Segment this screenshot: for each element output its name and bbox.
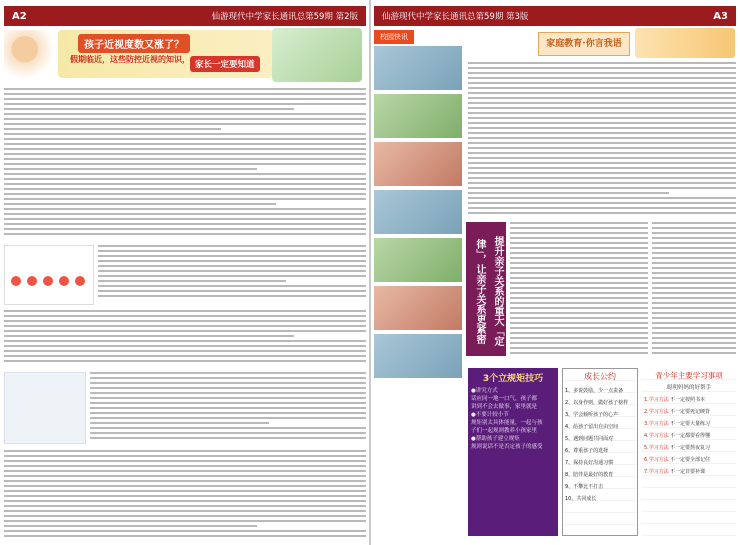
grid-row (644, 430, 734, 442)
grid-key: 3.学习方法 (644, 421, 669, 427)
note-line: 3、学会倾听孩子的心声 (565, 412, 619, 418)
note-line: 2、以身作则，做好孩子榜样 (565, 400, 629, 406)
note-line: 7、保持良好沟通习惯 (565, 460, 614, 466)
note-line: 6、尊重孩子的选择 (565, 448, 609, 454)
banner-subtitle: 假期临近，这些防控近视的知识， (70, 55, 190, 64)
page-header (374, 6, 736, 26)
grid-value: 不一定要大量练习 (670, 421, 711, 427)
vertical-headline: 提升亲子关系的重大「定律」，让亲子关系更紧密 (466, 222, 506, 356)
banner-title: 孩子近视度数又涨了？ (78, 34, 190, 53)
grid-subtitle: 聪明妈妈的好帮手 (666, 385, 711, 391)
note-line: 1、多说鼓励，少一点责备 (565, 388, 624, 394)
study-tips-panel (642, 368, 736, 536)
pie-mark (11, 276, 21, 286)
article-text-bottom (90, 372, 366, 442)
grid-row (644, 418, 734, 430)
family-article-text (468, 62, 736, 217)
grid-value: 不一定非要补课 (670, 469, 706, 475)
grid-key: 4.学习方法 (644, 433, 669, 439)
tips-title: 3个立规矩技巧 (482, 374, 544, 384)
grid-value: 不一定要死记硬背 (670, 409, 711, 415)
grid-key: 6.学习方法 (644, 457, 669, 463)
tips-line: 话应同一地一口气，孩子都 (471, 396, 538, 402)
eye-check-illustration (4, 372, 86, 444)
news-photo (374, 238, 462, 282)
decorative-illustration (272, 28, 362, 82)
relationship-article-text-side (652, 222, 736, 357)
tips-line: ●不要计较小节 (471, 412, 509, 418)
tips-panel (468, 368, 558, 536)
news-photo (374, 190, 462, 234)
pie-mark (43, 276, 53, 286)
pie-mark (59, 276, 69, 286)
photo-column (374, 46, 464, 382)
note-line: 5、遇到问题共同面对 (565, 436, 614, 442)
note-line: 9、不攀比不打击 (565, 484, 604, 490)
grid-value: 不一定按照书本 (670, 397, 706, 403)
grid-row (644, 466, 734, 478)
grid-key: 1.学习方法 (644, 397, 669, 403)
statistics-figure (4, 245, 94, 305)
note-line: 8、陪伴是最好的教育 (565, 472, 614, 478)
page-a3 (370, 0, 740, 545)
relationship-article-text (510, 222, 648, 357)
campus-news-badge: 校园快讯 (374, 30, 414, 44)
grid-key: 7.学习方法 (644, 469, 669, 475)
growth-pact-panel (562, 368, 638, 536)
news-photo (374, 334, 462, 378)
kid-illustration (4, 30, 56, 78)
tips-line: 讲到不会去做事，家里就是 (471, 404, 538, 410)
family-illustration (635, 28, 735, 58)
tips-line: 规则说话不是否定孩子的感受 (471, 444, 543, 450)
grid-row (644, 454, 734, 466)
note-line: 10、共同成长 (565, 496, 597, 502)
header-text: 仙游现代中学家长通讯总第59期 第2版 (211, 12, 358, 22)
tips-line: 规矩别太具体能量，一起与孩 (471, 420, 543, 426)
grid-value: 不一定都要看得懂 (670, 433, 711, 439)
grid-key: 2.学习方法 (644, 409, 669, 415)
pie-mark (75, 276, 85, 286)
news-photo (374, 286, 462, 330)
header-text: 仙游现代中学家长通讯总第59期 第3版 (382, 12, 529, 22)
article-text-top (4, 88, 366, 238)
article-text-middle (98, 245, 366, 300)
grid-row (644, 442, 734, 454)
grid-value: 不一定要熬夜复习 (670, 445, 711, 451)
family-education-title: 家庭教育·你言我语 (538, 32, 630, 56)
news-photo (374, 46, 462, 90)
news-photo (374, 142, 462, 186)
page-header (4, 6, 366, 26)
tips-line: ●帮助孩子建立规矩 (471, 436, 520, 442)
article-text-end (4, 450, 366, 540)
note-line: 4、给孩子留出自由空间 (565, 424, 619, 430)
grid-row (644, 394, 734, 406)
grid-key: 5.学习方法 (644, 445, 669, 451)
grid-value: 不一定要全部记住 (670, 457, 711, 463)
article-text-lower (4, 310, 366, 365)
banner-highlight: 家长一定要知道 (190, 56, 260, 72)
news-photo (374, 94, 462, 138)
page-number: A3 (713, 10, 728, 22)
grid-title: 青少年主要学习事项 (655, 371, 723, 380)
grid-row (644, 406, 734, 418)
pie-mark (27, 276, 37, 286)
tips-line: 子们一起规则教养小孩家里 (471, 428, 538, 434)
page-number: A2 (12, 10, 27, 22)
note-title: 成长公约 (584, 372, 616, 381)
tips-line: ●讲究方式 (471, 388, 498, 394)
article-banner (58, 30, 273, 78)
